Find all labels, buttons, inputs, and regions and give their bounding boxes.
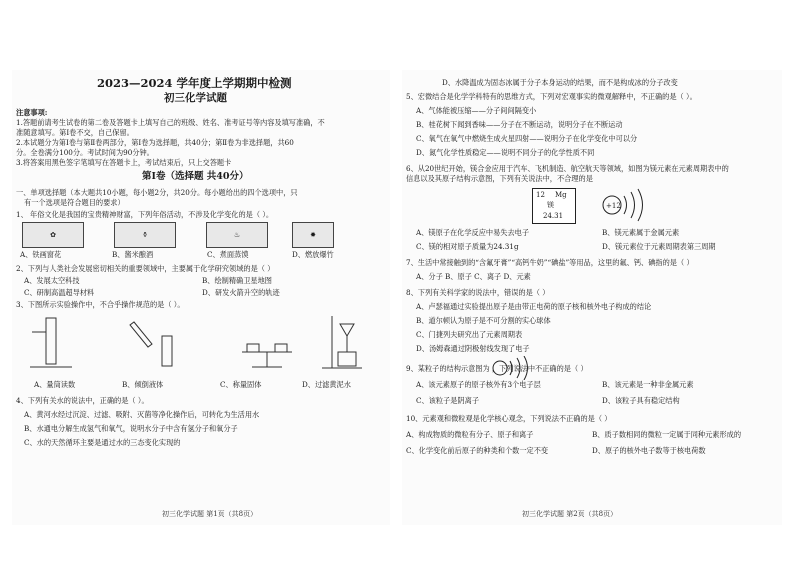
- particle-structure-figure: [490, 356, 536, 380]
- q10-option: A、构成物质的微粒有分子、原子和离子: [406, 430, 534, 439]
- wine-jar-image: ⚱: [114, 222, 176, 248]
- page-footer: 初三化学试题 第2页（共8页）: [522, 510, 618, 518]
- q9-option: D、该粒子具有稳定结构: [602, 396, 680, 405]
- q3-option: C、称量固体: [220, 380, 262, 389]
- q4-option: D、水降温成为固态冰属于分子本身运动的结果，而不是构成冰的分子改变: [442, 78, 678, 87]
- q3-option: B、倾倒液体: [122, 380, 164, 389]
- page-footer: 初三化学试题 第1页（共8页）: [162, 510, 258, 518]
- q3-option: A、量筒读数: [34, 380, 76, 389]
- question-8: 8、下列有关科学家的说法中，错误的是（ ）: [406, 288, 550, 297]
- q2-option: A、发展太空科技: [24, 276, 80, 285]
- notice-line: 1.答题前请考生试卷的第二卷及答题卡上填写自己的班级、姓名、准考证号等内容及填写准确，不: [16, 118, 325, 127]
- q4-option: B、水通电分解生成氢气和氧气，说明水分子中含有氢分子和氧分子: [24, 424, 238, 433]
- firecracker-image: ✸: [292, 222, 334, 248]
- mg-atom-structure-figure: [598, 188, 658, 222]
- element-symbol: Mg: [555, 191, 567, 199]
- exam-title: 2023—2024 学年度上学期期中检测: [97, 76, 292, 90]
- question-6: 6、从20世纪开始，镁合金应用于汽车、飞机制造、航空航天等领域，如图为镁元素在元素周期表中的: [406, 164, 729, 173]
- q10-option: D、原子的核外电子数等于核电荷数: [592, 446, 706, 455]
- q5-option: A、气体能被压缩——分子间间隔变小: [416, 106, 537, 115]
- q6-option: A、镁原子在化学反应中易失去电子: [416, 228, 530, 237]
- question-3: 3、下图所示实验操作中，不合乎操作规范的是（ ）。: [16, 300, 185, 309]
- q9-option: C、该粒子是阴离子: [416, 396, 480, 405]
- q4-option: A、黄河水经过沉淀、过滤、吸附、灭菌等净化操作后，可转化为生活用水: [24, 410, 260, 419]
- q2-option: B、绘制精确卫星地图: [202, 276, 272, 285]
- svg-text:+12: +12: [606, 202, 621, 210]
- q1-option: A、铁画窗花: [20, 250, 62, 259]
- q2-option: C、研制高温超导材料: [24, 288, 95, 297]
- question-4: 4、下列有关水的说法中，正确的是（ ）。: [16, 396, 149, 405]
- periodic-table-cell: [532, 188, 576, 224]
- q8-option: A、卢瑟福通过实验提出原子是由带正电荷的原子核和核外电子构成的结论: [416, 302, 652, 311]
- q9-option: B、该元素是一种非金属元素: [602, 380, 694, 389]
- q9-option: A、该元素原子的原子核外有3个电子层: [416, 380, 541, 389]
- question-10: 10、元素观和微粒观是化学核心观念，下列说法不正确的是（ ）: [406, 414, 612, 423]
- q6-option: D、镁元素位于元素周期表第三周期: [602, 242, 716, 251]
- notice-line: 3.将答案用黑色签字笔填写在答题卡上，考试结束后，只上交答题卡: [16, 158, 232, 167]
- q8-option: D、汤姆森通过阴极射线发现了电子: [416, 344, 530, 353]
- q1-option: B、酱米酿酒: [112, 250, 154, 259]
- q7-options: A、分子 B、原子 C、离子 D、元素: [416, 272, 531, 281]
- q4-option: C、水的天然循环主要是通过水的三态变化实现的: [24, 438, 181, 447]
- exam-page-right: [402, 70, 782, 525]
- q6-option: B、镁元素属于金属元素: [602, 228, 680, 237]
- notice-line: 分。全卷满分100分。考试时间为90分钟。: [16, 148, 154, 157]
- question-6: 信息以及其原子结构示意图，下列有关说法中，不合理的是: [406, 174, 593, 183]
- q5-option: B、桂花树下闻到香味——分子在不断运动，说明分子在不断运动: [416, 120, 623, 129]
- q1-images: [22, 222, 298, 248]
- q8-option: B、道尔顿认为原子是不可分割的实心球体: [416, 316, 551, 325]
- question-7: 7、生活中常接触到的“含氟牙膏”“高钙牛奶”“碘盐”等用品，这里的氟、钙、碘指的是（ ）: [406, 258, 694, 267]
- section-title: 第Ⅰ卷（选择题 共40分）: [142, 171, 249, 182]
- notice-heading: 注意事项:: [16, 108, 48, 117]
- question-2: 2、下列与人类社会发展密切相关的重要领域中，主要属于化学研究领域的是（ ）: [16, 264, 275, 273]
- lab-operations-figure: [22, 312, 362, 376]
- question-5: 5、宏微结合是化学学科特有的思维方式，下列对宏观事实的微观解释中，不正确的是（ ）。: [406, 92, 697, 101]
- q3-option: D、过滤黄泥水: [302, 380, 351, 389]
- question-1: 1、 年俗文化是我国的宝贵精神财富，下列年俗活动，不涉及化学变化的是（ ）。: [16, 210, 274, 219]
- q6-option: C、镁的相对原子质量为24.31g: [416, 242, 519, 251]
- q5-option: C、氧气在氧气中燃烧生成火星四射——说明分子在化学变化中可以分: [416, 134, 638, 143]
- steamer-image: ♨: [206, 222, 268, 248]
- q10-option: B、质子数相同的微粒一定属于同种元素形成的: [592, 430, 742, 439]
- paper-cut-image: ✿: [22, 222, 84, 248]
- q8-option: C、门捷列夫研究出了元素周期表: [416, 330, 523, 339]
- q1-option: D、燃放爆竹: [292, 250, 334, 259]
- exam-page-left: [12, 70, 390, 525]
- q2-option: D、研发火箭升空的轨迹: [202, 288, 280, 297]
- section-intro: 一、单项选择题（本大题共10小题，每小题2分，共20分。每小题给出的四个选项中，只: [16, 188, 298, 197]
- section-intro: 有一个选项是符合题目的要求）: [24, 198, 125, 207]
- element-name: 镁: [547, 201, 554, 209]
- q1-option: C、煮面蒸馍: [207, 250, 249, 259]
- atomic-number: 12: [536, 191, 545, 199]
- notice-line: 准随意填写。第Ⅰ卷不交，自己保留。: [16, 128, 134, 137]
- q10-option: C、化学变化前后原子的种类和个数一定不变: [406, 446, 549, 455]
- question-9: 9、某粒子的结构示意图为 ，下列说法中不正确的是（ ）: [406, 364, 588, 373]
- notice-line: 2.本试题分为第Ⅰ卷与第Ⅱ卷两部分，第Ⅰ卷为选择题，共40分；第Ⅱ卷为非选择题，共60: [16, 138, 294, 147]
- q5-option: D、氮气化学性质稳定——说明不同分子的化学性质不同: [416, 148, 595, 157]
- atomic-mass: 24.31: [543, 212, 564, 220]
- exam-subtitle: 初三化学试题: [164, 92, 227, 104]
